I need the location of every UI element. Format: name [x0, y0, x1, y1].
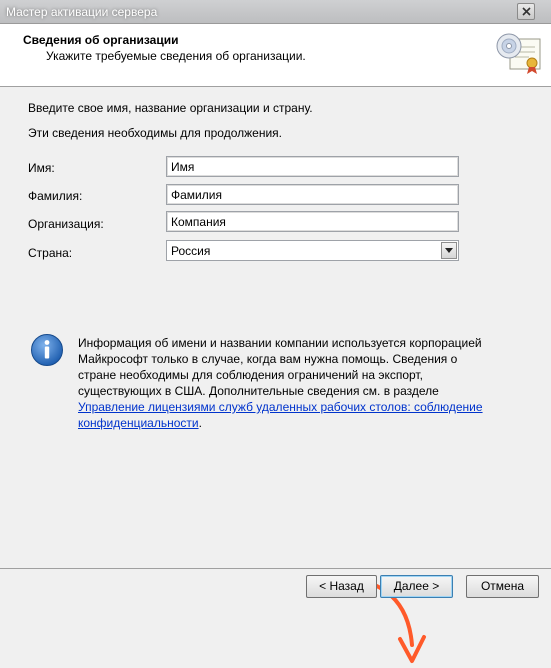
window-title: Мастер активации сервера — [6, 5, 158, 19]
certificate-cd-icon — [496, 29, 542, 75]
page-title: Сведения об организации — [23, 33, 179, 47]
country-dropdown-button[interactable] — [441, 242, 457, 259]
privacy-link[interactable]: Управление лицензиями служб удаленных рабочих столов: соблюдение конфиденциальности — [78, 400, 483, 430]
title-bar — [0, 0, 551, 24]
intro-text: Введите свое имя, название организации и страну. — [28, 101, 313, 115]
country-select[interactable] — [166, 240, 459, 261]
wizard-header — [0, 24, 551, 87]
required-note: Эти сведения необходимы для продолжения. — [28, 126, 282, 140]
privacy-info-suffix: . — [198, 416, 202, 430]
country-select-value: Россия — [171, 244, 211, 258]
organization-label: Организация: — [28, 217, 104, 231]
first-name-field[interactable] — [166, 156, 459, 177]
page-subtitle: Укажите требуемые сведения об организации. — [46, 49, 306, 63]
last-name-label: Фамилия: — [28, 189, 83, 203]
country-label: Страна: — [28, 246, 73, 260]
privacy-info-text — [78, 335, 488, 431]
info-icon — [30, 333, 64, 367]
first-name-label: Имя: — [28, 161, 55, 175]
wizard-content — [0, 88, 551, 568]
back-button[interactable]: < Назад — [306, 575, 377, 598]
close-icon — [522, 7, 531, 16]
next-button[interactable]: Далее > — [380, 575, 453, 598]
cancel-button[interactable]: Отмена — [466, 575, 539, 598]
privacy-info-body: Информация об имени и названии компании используется корпорацией Майкрософт только в случае, когда вам нужна помощь. Сведения о стране необходимы для соблюдения ограничений на экспорт, существующих в США. Дополнительные сведения см. в разделе — [78, 336, 482, 398]
close-button[interactable] — [517, 3, 535, 20]
chevron-down-icon — [445, 248, 453, 253]
last-name-field[interactable] — [166, 184, 459, 205]
organization-field[interactable] — [166, 211, 459, 232]
wizard-footer — [0, 568, 551, 600]
